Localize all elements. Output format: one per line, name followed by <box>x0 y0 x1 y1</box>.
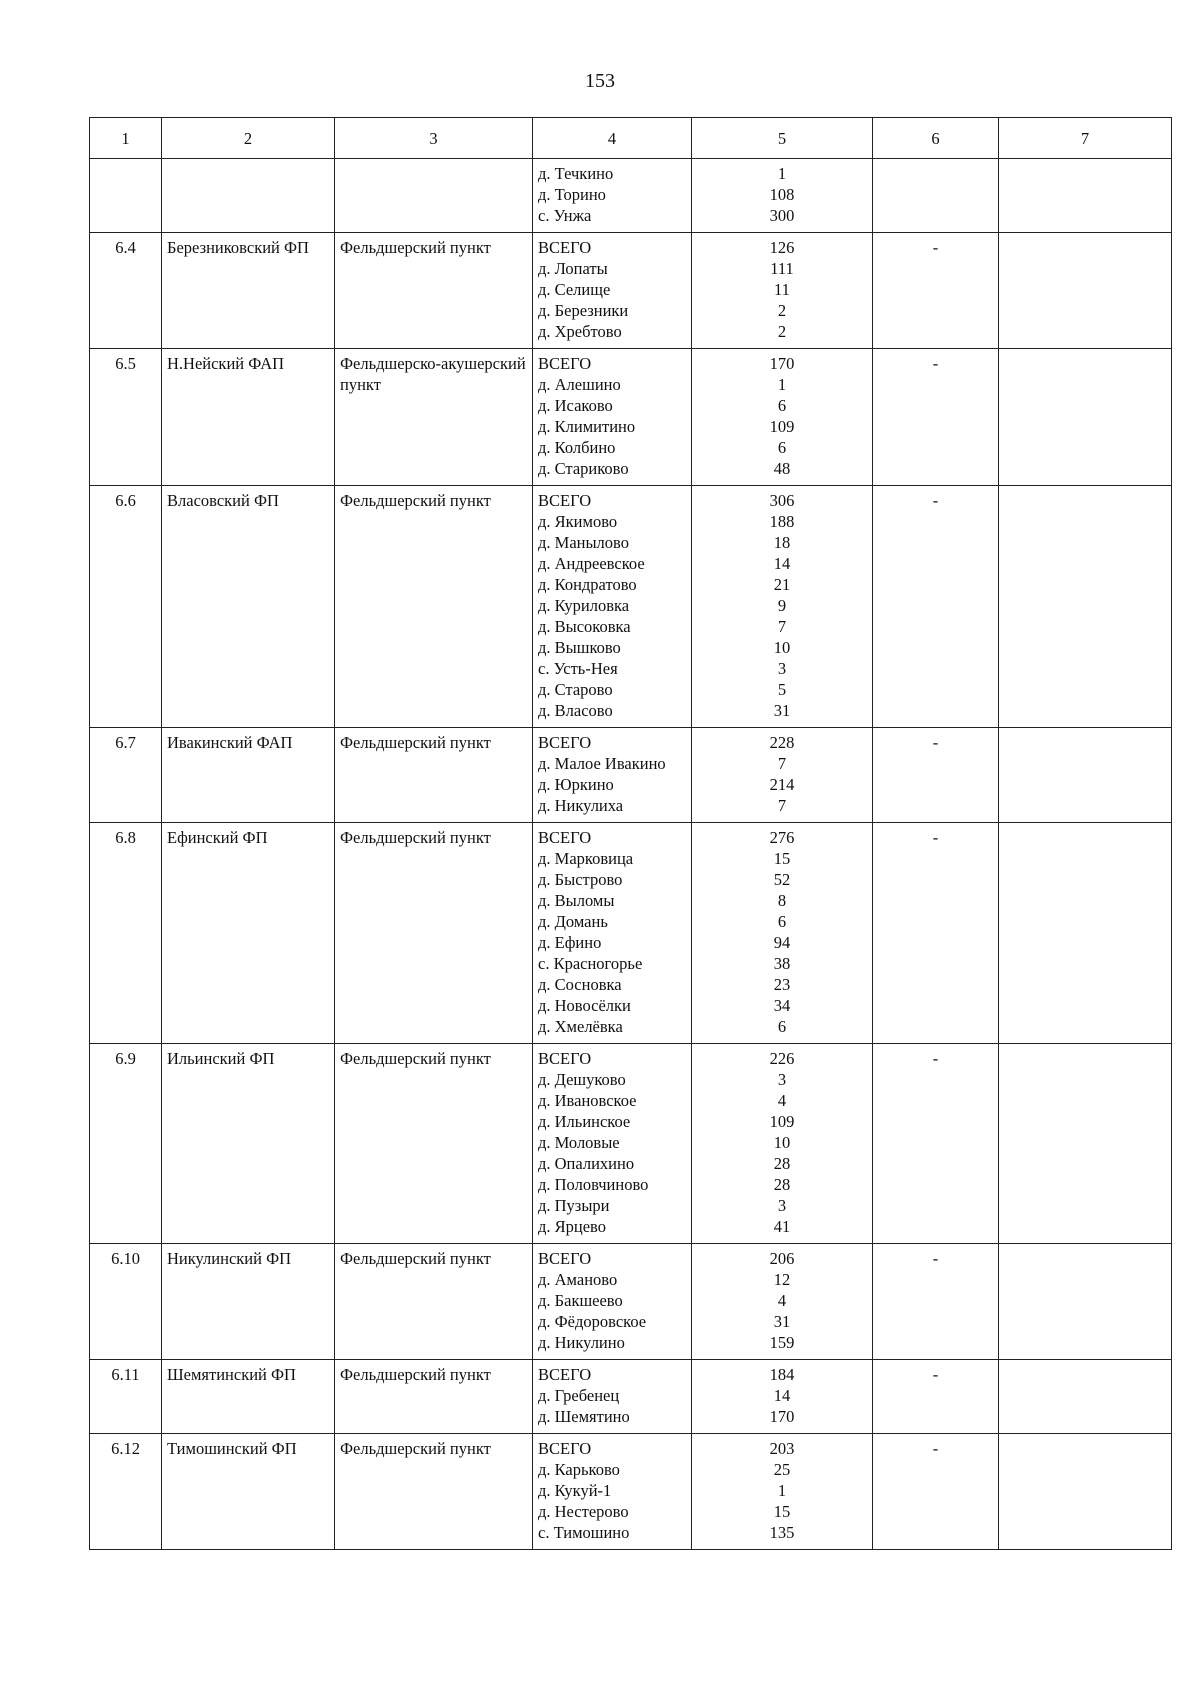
row-number: 6.11 <box>90 1360 162 1434</box>
population-value: 10 <box>773 638 791 657</box>
population-value: 1 <box>777 1481 787 1500</box>
facility-type: Фельдшерский пункт <box>335 823 533 1044</box>
column-6-value: - <box>873 1434 999 1550</box>
population-value: 25 <box>773 1460 791 1479</box>
population-cell <box>692 159 873 233</box>
population-value: 306 <box>769 491 795 510</box>
population-cell <box>692 1244 873 1360</box>
facility-type: Фельдшерский пункт <box>335 1360 533 1434</box>
column-6-value: - <box>873 1360 999 1434</box>
settlement-name: д. Сосновка <box>538 975 622 994</box>
row-number: 6.6 <box>90 486 162 728</box>
population-value: 9 <box>777 596 787 615</box>
settlement-name: д. Исаково <box>538 396 613 415</box>
table-row <box>90 349 1172 486</box>
settlement-name: д. Нестерово <box>538 1502 629 1521</box>
facility-name: Ивакинский ФАП <box>162 728 335 823</box>
population-value: 4 <box>777 1291 787 1310</box>
settlement-name: ВСЕГО <box>538 1049 592 1068</box>
population-value: 18 <box>773 533 791 552</box>
population-value: 48 <box>773 459 791 478</box>
settlements-cell <box>533 486 692 728</box>
column-6-value <box>873 159 999 233</box>
settlement-name: д. Бакшеево <box>538 1291 623 1310</box>
settlement-name: д. Хребтово <box>538 322 622 341</box>
settlement-name: д. Шемятино <box>538 1407 630 1426</box>
settlement-name: д. Кондратово <box>538 575 637 594</box>
population-value: 6 <box>777 1017 787 1036</box>
population-value: 38 <box>773 954 791 973</box>
population-cell <box>692 728 873 823</box>
population-value: 15 <box>773 849 791 868</box>
facility-type: Фельдшерский пункт <box>335 728 533 823</box>
row-number <box>90 159 162 233</box>
settlements-cell <box>533 823 692 1044</box>
settlement-name: д. Куриловка <box>538 596 630 615</box>
settlement-name: ВСЕГО <box>538 1365 592 1384</box>
settlement-name: д. Дешуково <box>538 1070 626 1089</box>
facility-name: Власовский ФП <box>162 486 335 728</box>
population-value: 228 <box>769 733 795 752</box>
facility-name: Шемятинский ФП <box>162 1360 335 1434</box>
population-value: 3 <box>777 659 787 678</box>
population-value: 12 <box>773 1270 791 1289</box>
column-6-value: - <box>873 349 999 486</box>
population-cell <box>692 1434 873 1550</box>
facility-name: Никулинский ФП <box>162 1244 335 1360</box>
settlement-name: д. Ярцево <box>538 1217 606 1236</box>
settlement-name: д. Ефино <box>538 933 602 952</box>
population-value: 226 <box>769 1049 795 1068</box>
settlement-name: д. Торино <box>538 185 606 204</box>
population-value: 159 <box>769 1333 795 1352</box>
row-number: 6.4 <box>90 233 162 349</box>
table-row <box>90 823 1172 1044</box>
row-number: 6.12 <box>90 1434 162 1550</box>
population-value: 1 <box>777 375 787 394</box>
facility-name <box>162 159 335 233</box>
settlement-name: д. Манылово <box>538 533 629 552</box>
settlement-name: с. Красногорье <box>538 954 643 973</box>
facility-name: Тимошинский ФП <box>162 1434 335 1550</box>
facility-type: Фельдшерский пункт <box>335 1434 533 1550</box>
settlement-name: д. Березники <box>538 301 629 320</box>
row-number: 6.10 <box>90 1244 162 1360</box>
population-value: 28 <box>773 1154 791 1173</box>
population-value: 1 <box>777 164 787 183</box>
settlement-name: д. Никулиха <box>538 796 624 815</box>
facility-type: Фельдшерско-акушерский пункт <box>335 349 533 486</box>
settlement-name: ВСЕГО <box>538 1249 592 1268</box>
facilities-table <box>89 117 1172 1550</box>
column-7-value <box>999 1434 1172 1550</box>
population-value: 14 <box>773 554 791 573</box>
settlement-name: д. Высоковка <box>538 617 631 636</box>
population-value: 300 <box>769 206 795 225</box>
settlement-name: д. Гребенец <box>538 1386 620 1405</box>
settlement-name: д. Кукуй-1 <box>538 1481 612 1500</box>
population-value: 10 <box>773 1133 791 1152</box>
facility-name: Березниковский ФП <box>162 233 335 349</box>
population-value: 31 <box>773 1312 791 1331</box>
column-header: 3 <box>335 118 533 159</box>
settlement-name: ВСЕГО <box>538 1439 592 1458</box>
population-value: 188 <box>769 512 795 531</box>
population-value: 28 <box>773 1175 791 1194</box>
column-7-value <box>999 1044 1172 1244</box>
population-value: 206 <box>769 1249 795 1268</box>
column-6-value: - <box>873 728 999 823</box>
population-value: 94 <box>773 933 791 952</box>
settlement-name: д. Андреевское <box>538 554 645 573</box>
population-value: 21 <box>773 575 791 594</box>
facility-name: Н.Нейский ФАП <box>162 349 335 486</box>
row-number: 6.5 <box>90 349 162 486</box>
table-row <box>90 1244 1172 1360</box>
row-number: 6.7 <box>90 728 162 823</box>
column-7-value <box>999 349 1172 486</box>
population-value: 34 <box>773 996 791 1015</box>
population-value: 126 <box>769 238 795 257</box>
population-value: 3 <box>777 1070 787 1089</box>
header-row <box>90 118 1172 159</box>
settlement-name: д. Быстрово <box>538 870 623 889</box>
row-number: 6.8 <box>90 823 162 1044</box>
settlement-name: ВСЕГО <box>538 733 592 752</box>
population-value: 31 <box>773 701 791 720</box>
settlements-cell <box>533 159 692 233</box>
page-number: 153 <box>585 70 615 92</box>
table-row <box>90 159 1172 233</box>
table-row <box>90 233 1172 349</box>
settlement-name: д. Новосёлки <box>538 996 631 1015</box>
settlement-name: с. Унжа <box>538 206 592 225</box>
settlements-cell <box>533 1044 692 1244</box>
settlement-name: д. Ильинское <box>538 1112 631 1131</box>
column-header: 4 <box>533 118 692 159</box>
column-header: 7 <box>999 118 1172 159</box>
column-6-value: - <box>873 486 999 728</box>
column-6-value: - <box>873 233 999 349</box>
settlement-name: д. Алешино <box>538 375 621 394</box>
population-value: 135 <box>769 1523 795 1542</box>
column-header: 1 <box>90 118 162 159</box>
population-value: 276 <box>769 828 795 847</box>
population-value: 23 <box>773 975 791 994</box>
row-number: 6.9 <box>90 1044 162 1244</box>
population-value: 4 <box>777 1091 787 1110</box>
settlement-name: д. Старово <box>538 680 613 699</box>
settlement-name: д. Карьково <box>538 1460 620 1479</box>
settlement-name: д. Юркино <box>538 775 614 794</box>
population-value: 11 <box>774 280 790 299</box>
column-6-value: - <box>873 1044 999 1244</box>
column-7-value <box>999 1244 1172 1360</box>
population-value: 7 <box>777 617 787 636</box>
settlement-name: д. Половчиново <box>538 1175 649 1194</box>
settlements-cell <box>533 349 692 486</box>
settlement-name: д. Ивановское <box>538 1091 637 1110</box>
settlement-name: д. Стариково <box>538 459 629 478</box>
population-cell <box>692 233 873 349</box>
population-value: 2 <box>777 301 787 320</box>
settlement-name: д. Селище <box>538 280 611 299</box>
settlement-name: д. Хмелёвка <box>538 1017 623 1036</box>
settlement-name: д. Якимово <box>538 512 618 531</box>
column-7-value <box>999 159 1172 233</box>
population-cell <box>692 823 873 1044</box>
population-value: 41 <box>773 1217 791 1236</box>
settlement-name: ВСЕГО <box>538 354 592 373</box>
facility-name: Ильинский ФП <box>162 1044 335 1244</box>
settlement-name: д. Выломы <box>538 891 615 910</box>
settlement-name: ВСЕГО <box>538 238 592 257</box>
column-6-value: - <box>873 1244 999 1360</box>
facility-type <box>335 159 533 233</box>
population-value: 170 <box>769 1407 795 1426</box>
settlement-name: д. Пузыри <box>538 1196 610 1215</box>
table-row <box>90 486 1172 728</box>
population-value: 6 <box>777 396 787 415</box>
facility-name: Ефинский ФП <box>162 823 335 1044</box>
column-7-value <box>999 728 1172 823</box>
column-header: 2 <box>162 118 335 159</box>
settlement-name: д. Вышково <box>538 638 621 657</box>
settlement-name: д. Моловые <box>538 1133 620 1152</box>
population-value: 15 <box>773 1502 791 1521</box>
settlement-name: ВСЕГО <box>538 828 592 847</box>
column-7-value <box>999 823 1172 1044</box>
table-row <box>90 728 1172 823</box>
population-value: 2 <box>777 322 787 341</box>
settlement-name: д. Фёдоровское <box>538 1312 647 1331</box>
population-cell <box>692 1044 873 1244</box>
column-header: 6 <box>873 118 999 159</box>
column-header: 5 <box>692 118 873 159</box>
population-value: 5 <box>777 680 787 699</box>
facility-type: Фельдшерский пункт <box>335 486 533 728</box>
facility-type: Фельдшерский пункт <box>335 233 533 349</box>
population-value: 7 <box>777 754 787 773</box>
population-value: 170 <box>769 354 795 373</box>
settlement-name: д. Лопаты <box>538 259 608 278</box>
population-value: 7 <box>777 796 787 815</box>
settlements-cell <box>533 1244 692 1360</box>
population-cell <box>692 1360 873 1434</box>
settlements-cell <box>533 233 692 349</box>
population-value: 14 <box>773 1386 791 1405</box>
settlement-name: д. Домань <box>538 912 608 931</box>
settlements-cell <box>533 728 692 823</box>
settlement-name: д. Аманово <box>538 1270 618 1289</box>
population-value: 8 <box>777 891 787 910</box>
table-row <box>90 1434 1172 1550</box>
column-7-value <box>999 486 1172 728</box>
population-value: 109 <box>769 417 795 436</box>
population-value: 52 <box>773 870 791 889</box>
settlement-name: д. Климитино <box>538 417 636 436</box>
settlement-name: д. Опалихино <box>538 1154 635 1173</box>
population-value: 203 <box>769 1439 795 1458</box>
population-value: 6 <box>777 912 787 931</box>
settlements-cell <box>533 1360 692 1434</box>
settlement-name: с. Усть-Нея <box>538 659 618 678</box>
settlement-name: д. Никулино <box>538 1333 625 1352</box>
facility-type: Фельдшерский пункт <box>335 1244 533 1360</box>
settlement-name: с. Тимошино <box>538 1523 630 1542</box>
table-row <box>90 1360 1172 1434</box>
population-value: 3 <box>777 1196 787 1215</box>
settlements-cell <box>533 1434 692 1550</box>
settlement-name: ВСЕГО <box>538 491 592 510</box>
column-7-value <box>999 1360 1172 1434</box>
population-cell <box>692 349 873 486</box>
population-cell <box>692 486 873 728</box>
column-7-value <box>999 233 1172 349</box>
column-6-value: - <box>873 823 999 1044</box>
settlement-name: д. Власово <box>538 701 613 720</box>
population-value: 214 <box>769 775 795 794</box>
population-value: 111 <box>770 259 794 278</box>
settlement-name: д. Колбино <box>538 438 616 457</box>
population-value: 6 <box>777 438 787 457</box>
population-value: 184 <box>769 1365 795 1384</box>
settlement-name: д. Марковица <box>538 849 634 868</box>
population-value: 108 <box>769 185 795 204</box>
settlement-name: д. Течкино <box>538 164 614 183</box>
table-row <box>90 1044 1172 1244</box>
settlement-name: д. Малое Ивакино <box>538 754 666 773</box>
population-value: 109 <box>769 1112 795 1131</box>
facility-type: Фельдшерский пункт <box>335 1044 533 1244</box>
